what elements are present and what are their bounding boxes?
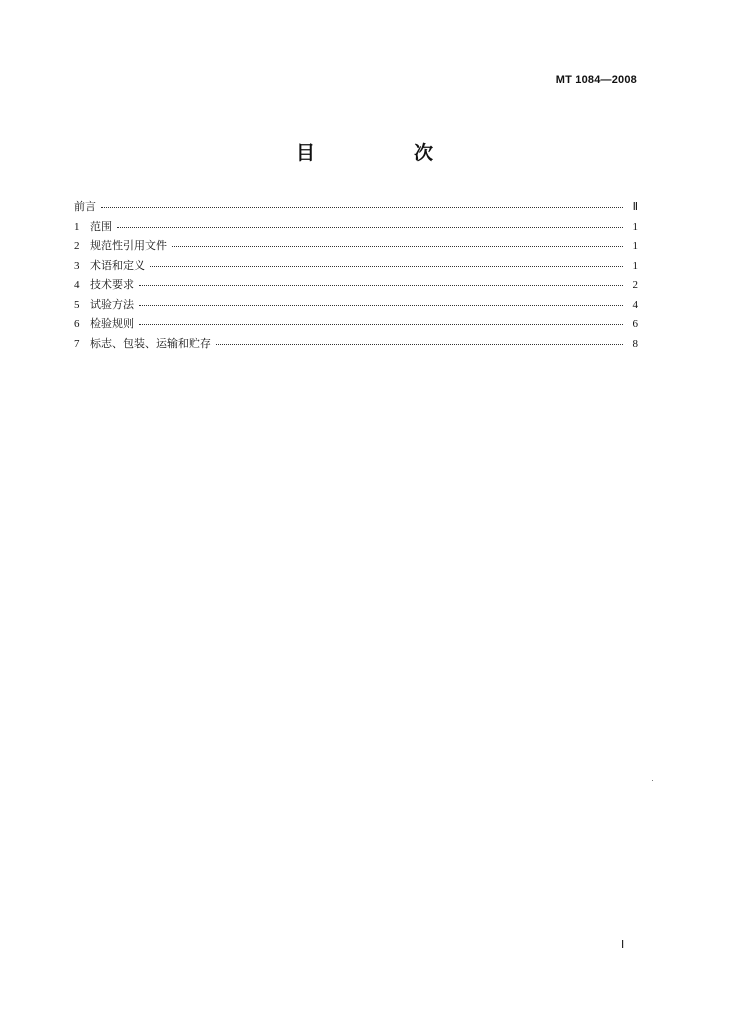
standard-code: MT 1084—2008 bbox=[555, 74, 637, 86]
toc-item-label: 前言 bbox=[74, 200, 96, 213]
toc-item-marking-packaging[interactable] bbox=[74, 335, 638, 355]
toc-item-technical-requirements[interactable] bbox=[74, 276, 638, 296]
toc-item-number: 1 bbox=[74, 220, 80, 233]
dot-leader bbox=[172, 246, 623, 247]
toc-item-page: 8 bbox=[632, 337, 638, 350]
toc-item-scope[interactable] bbox=[74, 218, 638, 238]
toc-item-terms-definitions[interactable] bbox=[74, 257, 638, 277]
toc-item-number: 3 bbox=[74, 259, 80, 272]
toc-item-number: 5 bbox=[74, 298, 80, 311]
dot-leader bbox=[117, 227, 623, 228]
toc-item-page: 4 bbox=[632, 298, 638, 311]
toc-item-number: 4 bbox=[74, 279, 80, 291]
table-of-contents bbox=[74, 198, 638, 354]
dot-leader bbox=[101, 207, 623, 208]
toc-item-label: 规范性引用文件 bbox=[90, 239, 167, 252]
toc-item-number: 7 bbox=[74, 337, 80, 350]
toc-item-label: 标志、包装、运输和贮存 bbox=[90, 336, 211, 350]
toc-item-label: 范围 bbox=[90, 219, 112, 233]
dot-leader bbox=[150, 266, 623, 267]
toc-item-page: 2 bbox=[632, 279, 638, 291]
toc-item-label: 技术要求 bbox=[90, 278, 134, 291]
toc-item-page: 1 bbox=[632, 220, 638, 233]
toc-item-number: 2 bbox=[74, 240, 80, 252]
toc-item-label: 术语和定义 bbox=[90, 258, 145, 272]
toc-item-number: 6 bbox=[74, 318, 80, 330]
toc-item-foreword[interactable] bbox=[74, 198, 638, 218]
page-title: 目 次 bbox=[295, 142, 473, 164]
toc-item-label: 试验方法 bbox=[90, 297, 134, 311]
toc-item-page: 6 bbox=[632, 318, 638, 330]
toc-item-page: Ⅱ bbox=[632, 201, 638, 213]
scan-speck bbox=[652, 780, 653, 781]
toc-item-inspection-rules[interactable] bbox=[74, 315, 638, 335]
dot-leader bbox=[139, 324, 623, 325]
toc-item-page: 1 bbox=[632, 259, 638, 272]
dot-leader bbox=[139, 305, 623, 306]
toc-item-label: 检验规则 bbox=[90, 317, 134, 330]
dot-leader bbox=[216, 344, 623, 345]
toc-item-normative-references[interactable] bbox=[74, 237, 638, 257]
page-number: Ⅰ bbox=[621, 939, 625, 951]
toc-item-test-methods[interactable] bbox=[74, 296, 638, 316]
dot-leader bbox=[139, 285, 623, 286]
toc-item-page: 1 bbox=[632, 240, 638, 252]
